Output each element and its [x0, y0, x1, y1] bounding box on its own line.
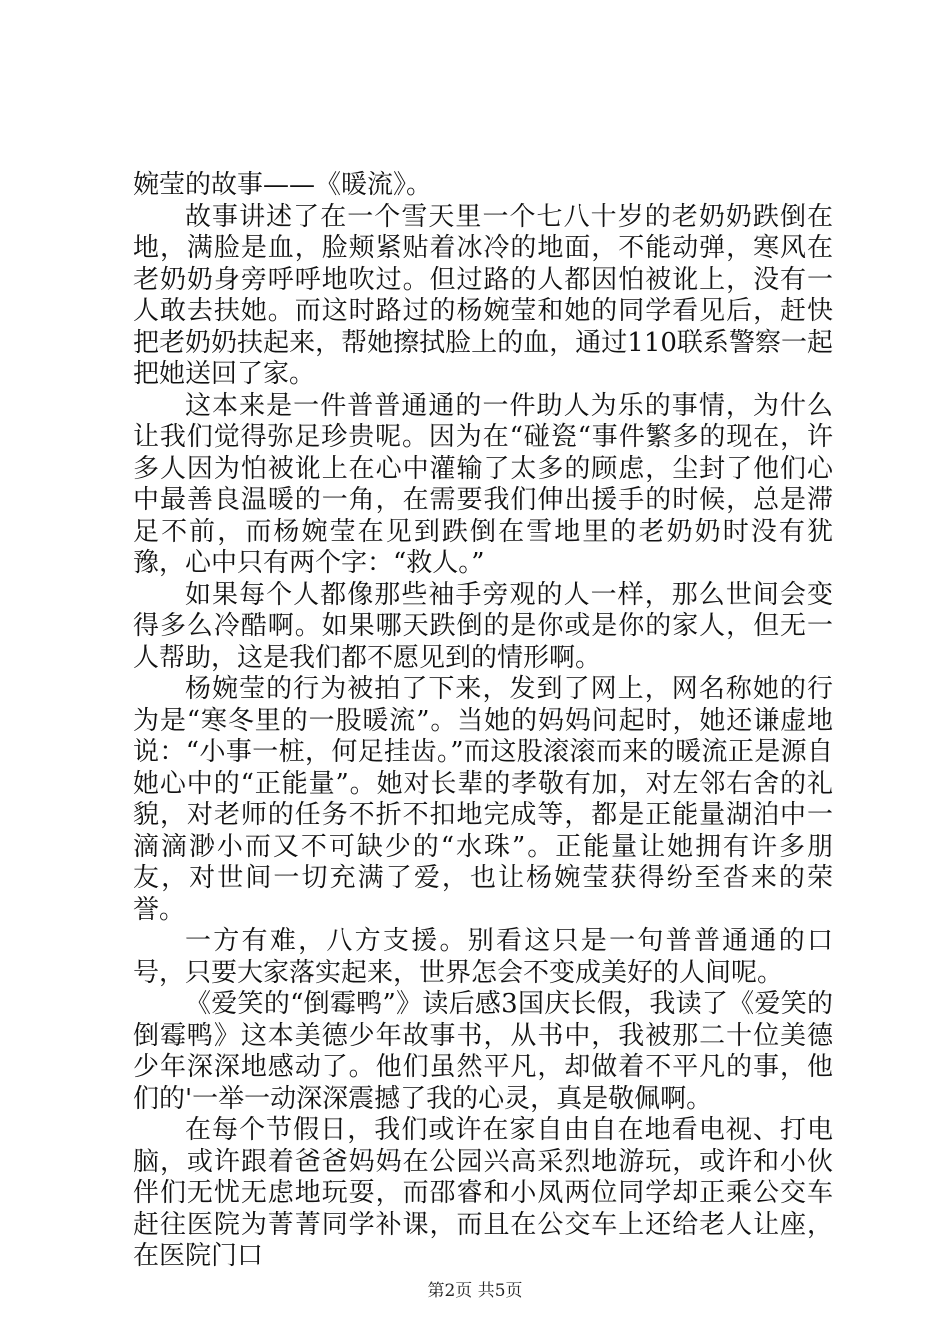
page-number-footer: 第2页 共5页	[427, 1281, 523, 1301]
paragraph: 在每个节假日，我们或许在家自由自在地看电视、打电脑，或许跟着爸爸妈妈在公园兴高采烈地游玩，或许和小伙伴们无忧无虑地玩耍，而邵睿和小凤两位同学却正乘公交车赶往医院为菁菁同学补课，而且在公交车上还给老人让座，在医院门口	[133, 1115, 833, 1271]
paragraph: 《爱笑的“倒霉鸭”》读后感3国庆长假，我读了《爱笑的倒霉鸭》这本美德少年故事书，从书中，我被那二十位美德少年深深地感动了。他们虽然平凡，却做着不平凡的事，他们的'一举一动深深震撼了我的心灵，真是敬佩啊。	[133, 989, 833, 1114]
paragraph: 这本来是一件普普通通的一件助人为乐的事情，为什么让我们觉得弥足珍贵呢。因为在“碰瓷“事件繁多的现在，许多人因为怕被讹上在心中灌输了太多的顾虑，尘封了他们心中最善良温暖的一角，在需要我们伸出援手的时候，总是滞足不前，而杨婉莹在见到跌倒在雪地里的老奶奶时没有犹豫，心中只有两个字：“救人。”	[133, 390, 833, 578]
paragraph: 婉莹的故事——《暖流》。	[133, 170, 433, 200]
paragraph: 杨婉莹的行为被拍了下来，发到了网上，网名称她的行为是“寒冬里的一股暖流”。当她的妈妈问起时，她还谦虚地说：“小事一桩，何足挂齿。”而这股滚滚而来的暖流正是源自她心中的“正能量”。她对长辈的孝敬有加，对左邻右舍的礼貌，对老师的任务不折不扣地完成等，都是正能量湖泊中一滴滴渺小而又不可缺少的“水珠”。正能量让她拥有许多朋友，对世间一切充满了爱，也让杨婉莹获得纷至沓来的荣誉。	[133, 674, 833, 925]
paragraph: 故事讲述了在一个雪天里一个七八十岁的老奶奶跌倒在地，满脸是血，脸颊紧贴着冰冷的地面，不能动弹，寒风在老奶奶身旁呼呼地吹过。但过路的人都因怕被讹上，没有一人敢去扶她。而这时路过的杨婉莹和她的同学看见后，赶快把老奶奶扶起来，帮她擦拭脸上的血，通过110联系警察一起把她送回了家。	[133, 201, 833, 389]
document-body	[133, 170, 833, 1273]
paragraph: 如果每个人都像那些袖手旁观的人一样，那么世间会变得多么冷酷啊。如果哪天跌倒的是你或是你的家人，但无一人帮助，这是我们都不愿见到的情形啊。	[133, 579, 833, 673]
paragraph: 一方有难，八方支援。别看这只是一句普普通通的口号，只要大家落实起来，世界怎会不变成美好的人间呢。	[133, 926, 833, 988]
